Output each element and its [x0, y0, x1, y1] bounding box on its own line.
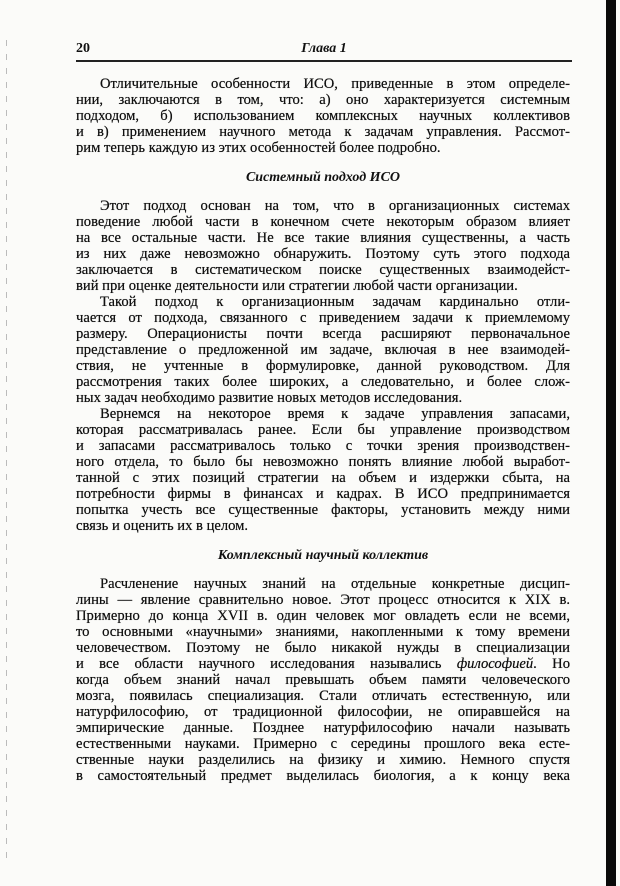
text-line: Вернемся на некоторое время к задаче управления запасами,	[100, 406, 570, 422]
text-line: нии, заключаются в том, что: а) оно характеризуется системным	[76, 92, 570, 108]
text-line: человечеством. Поэтому не было никакой нужды в специализации	[76, 640, 570, 656]
text-line: ствия, не учтенные в формулировке, данной руководством. Для	[76, 358, 570, 374]
text-line: Расчленение научных знаний на отдельные конкретные дисцип-	[100, 576, 570, 592]
text-span: . Но	[533, 656, 570, 672]
text-span: и все области научного исследования назывались	[76, 656, 457, 672]
text-line: и в) применением научного метода к задачам управления. Рассмот-	[76, 124, 570, 140]
scan-edge-shadow	[606, 0, 616, 886]
text-line: в самостоятельный предмет выделилась биология, а к концу века	[76, 768, 570, 784]
page-number: 20	[76, 41, 90, 56]
text-line: танной с этих позиций стратегии на объем и издержки сбыта, на	[76, 470, 570, 486]
scan-margin-artifact	[6, 40, 7, 860]
text-line: размеру. Операционисты почти всегда расширяют первоначальное	[76, 326, 570, 342]
text-line: Отличительные особенности ИСО, приведенные в этом определе-	[100, 76, 570, 92]
text-line: Примерно до конца XVII в. один человек мог овладеть если не всеми,	[76, 608, 570, 624]
text-line: ственные науки разделились на физику и химию. Немного спустя	[76, 752, 570, 768]
text-line: когда объем знаний начал превышать объем памяти человеческого	[76, 672, 570, 688]
running-head: Глава 1	[301, 41, 347, 56]
text-line: Этот подход основан на том, что в организационных системах	[100, 198, 570, 214]
text-line: связь и оценить их в целом.	[76, 518, 249, 534]
text-line: натурфилософию, от традиционной философии, не опиравшейся на	[76, 704, 570, 720]
text-line: Такой подход к организационным задачам кардинально отли-	[100, 294, 570, 310]
text-line: чается от подхода, связанного с приведением задачи к приемлемому	[76, 310, 570, 326]
text-line: то основными «научными» знаниями, накопленными к тому времени	[76, 624, 570, 640]
text-line: поведение любой части в конечном счете некоторым образом влияет	[76, 214, 570, 230]
section-heading: Системный подход ИСО	[245, 170, 401, 185]
text-line: рим теперь каждую из этих особенностей более подробно.	[76, 140, 441, 156]
text-line: на все остальные части. Не все такие влияния существенны, а часть	[76, 230, 570, 246]
text-line	[76, 656, 570, 672]
section-heading: Комплексный научный коллектив	[217, 548, 429, 563]
text-line: эмпирические данные. Позднее натурфилософию начали называть	[76, 720, 570, 736]
text-line: попытка учесть все существенные факторы, установить между ними	[76, 502, 570, 518]
text-line: представление о предложенной им задаче, включая в нее взаимодей-	[76, 342, 570, 358]
text-line: из них даже невозможно обнаружить. Поэтому суть этого подхода	[76, 246, 570, 262]
text-line: естественными науками. Примерно с середины прошлого века есте-	[76, 736, 570, 752]
text-line: мозга, появилась специализация. Стали отличать естественную, или	[76, 688, 570, 704]
text-line: и запасами рассматривалось только с точки зрения производствен-	[76, 438, 570, 454]
text-line: которая рассматривалась ранее. Если бы управление производством	[76, 422, 570, 438]
text-line: вий при оценке деятельности или стратегии любой части организации.	[76, 278, 518, 294]
text-line: рассмотрения таких более широких, а следовательно, и более слож-	[76, 374, 570, 390]
text-line: лины — явление сравнительно новое. Этот процесс относится к XIX в.	[76, 592, 570, 608]
text-line: ного отдела, то было бы невозможно понять влияние любой выработ-	[76, 454, 570, 470]
text-line: ных задач необходимо развитие новых методов исследования.	[76, 390, 463, 406]
emphasized-term: философией	[456, 656, 534, 672]
text-line: подходом, б) использованием комплексных научных коллективов	[76, 108, 570, 124]
text-line: заключается в систематическом поиске существенных взаимодейст-	[76, 262, 570, 278]
text-line: потребности фирмы в финансах и кадрах. В ИСО предпринимается	[76, 486, 570, 502]
header-rule	[76, 60, 572, 62]
